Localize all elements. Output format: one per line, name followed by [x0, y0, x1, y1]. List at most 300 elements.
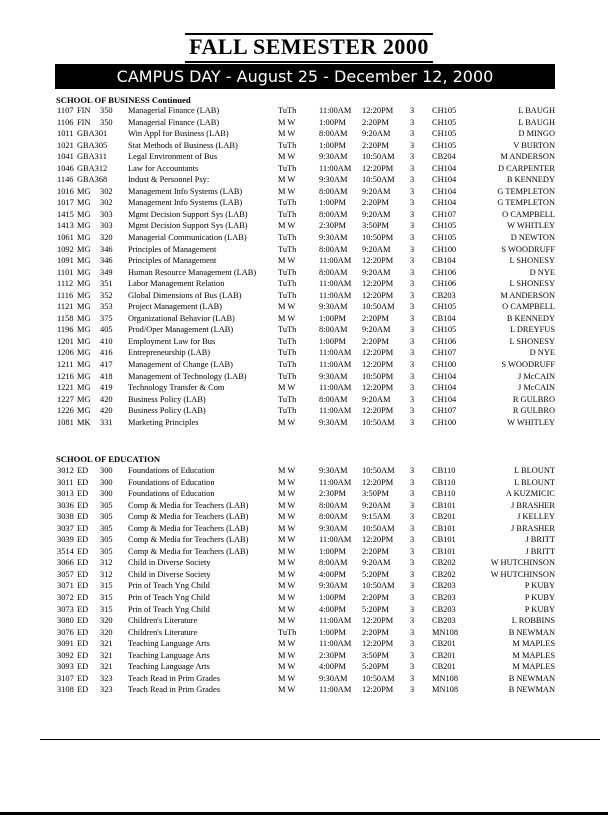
days-cell: M W: [278, 383, 296, 393]
credits-cell: 3: [410, 360, 415, 370]
credits-cell: 3: [410, 233, 415, 243]
course-id-cell: 1227: [57, 394, 74, 404]
room-cell: CB204: [432, 152, 456, 162]
course-title-cell: Prin of Teach Yng Child: [128, 593, 210, 603]
dept-cell: MG: [77, 267, 91, 277]
course-id-cell: 3036: [57, 500, 74, 510]
course-id-cell: 1092: [57, 244, 74, 254]
course-id-cell: 3066: [57, 558, 74, 568]
start-time-cell: 11:00AM: [319, 279, 352, 289]
room-cell: CB203: [432, 593, 456, 603]
course-title-cell: Stat Methods of Business (LAB): [128, 140, 238, 150]
start-time-cell: 8:00AM: [319, 500, 348, 510]
table-row: [0, 500, 608, 512]
credits-cell: 3: [410, 129, 415, 139]
table-row: [0, 140, 608, 152]
course-title-cell: Child in Diverse Society: [128, 569, 211, 579]
end-time-cell: 12:20PM: [362, 383, 394, 393]
course-number-cell: 419: [100, 383, 113, 393]
course-number-cell: 375: [100, 313, 113, 323]
start-time-cell: 4:00PM: [319, 662, 346, 672]
title-box: [185, 33, 433, 63]
room-cell: CH104: [432, 163, 457, 173]
course-id-cell: 1413: [57, 221, 74, 231]
credits-cell: 3: [410, 466, 415, 475]
instructor-cell: J BRITT: [525, 546, 555, 556]
room-cell: CH107: [432, 209, 457, 219]
credits-cell: 3: [410, 256, 415, 266]
credits-cell: 3: [410, 198, 415, 208]
start-time-cell: 1:00PM: [319, 627, 346, 637]
end-time-cell: 12:20PM: [362, 106, 394, 115]
credits-cell: 3: [410, 627, 415, 637]
credits-cell: 3: [410, 106, 415, 115]
dept-cell: ED: [77, 535, 89, 545]
instructor-cell: O CAMPBELL: [502, 209, 555, 219]
start-time-cell: 9:30AM: [319, 152, 348, 162]
end-time-cell: 10:50AM: [362, 417, 395, 427]
course-id-cell: 3514: [57, 546, 74, 556]
dept-cell: MG: [77, 302, 91, 312]
course-title-cell: Employment Law for Bus: [128, 336, 216, 346]
room-cell: CB101: [432, 500, 456, 510]
table-row: [0, 232, 608, 244]
course-number-cell: 312: [100, 569, 113, 579]
table-row: [0, 477, 608, 489]
course-title-cell: Comp & Media for Teachers (LAB): [128, 546, 249, 556]
end-time-cell: 9:20AM: [362, 325, 391, 335]
course-number-cell: 305: [100, 535, 113, 545]
course-id-cell: 3091: [57, 639, 74, 649]
dept-cell: GBA312: [77, 163, 108, 173]
days-cell: M W: [278, 639, 296, 649]
table-row: [0, 615, 608, 627]
dept-cell: ED: [77, 673, 89, 683]
course-id-cell: 3012: [57, 466, 74, 475]
divider-line: [40, 739, 600, 740]
course-title-cell: Principles of Management: [128, 256, 217, 266]
end-time-cell: 9:20AM: [362, 558, 391, 568]
course-title-cell: Child in Diverse Society: [128, 558, 211, 568]
days-cell: M W: [278, 673, 296, 683]
dept-cell: FIN: [77, 117, 91, 127]
start-time-cell: 8:00AM: [319, 325, 348, 335]
dept-cell: GBA311: [77, 152, 107, 162]
dept-cell: ED: [77, 685, 89, 695]
days-cell: M W: [278, 685, 296, 695]
end-time-cell: 9:20AM: [362, 500, 391, 510]
course-id-cell: 1011: [57, 129, 74, 139]
room-cell: CH100: [432, 417, 457, 427]
room-cell: CH107: [432, 406, 457, 416]
course-list-education: [0, 465, 608, 696]
end-time-cell: 3:50PM: [362, 221, 389, 231]
table-row: [0, 186, 608, 198]
credits-cell: 3: [410, 371, 415, 381]
room-cell: CB201: [432, 650, 456, 660]
course-id-cell: 3037: [57, 523, 74, 533]
dept-cell: MG: [77, 279, 91, 289]
table-row: [0, 638, 608, 650]
course-title-cell: Marketing Principles: [128, 417, 199, 427]
room-cell: CB104: [432, 313, 456, 323]
course-id-cell: 3080: [57, 616, 74, 626]
instructor-cell: D CARPENTER: [497, 163, 555, 173]
instructor-cell: D NYE: [529, 267, 555, 277]
course-number-cell: 410: [100, 336, 113, 346]
table-row: [0, 336, 608, 348]
course-title-cell: Labor Management Relation: [128, 279, 225, 289]
start-time-cell: 4:00PM: [319, 604, 346, 614]
end-time-cell: 10:50AM: [362, 581, 395, 591]
table-row: [0, 417, 608, 429]
dept-cell: MG: [77, 186, 91, 196]
course-id-cell: 1021: [57, 140, 74, 150]
dept-cell: MG: [77, 198, 91, 208]
end-time-cell: 12:20PM: [362, 360, 394, 370]
course-title-cell: Comp & Media for Teachers (LAB): [128, 523, 249, 533]
start-time-cell: 11:00AM: [319, 685, 352, 695]
instructor-cell: D MINGO: [518, 129, 555, 139]
days-cell: TuTh: [278, 163, 297, 173]
dept-cell: MG: [77, 290, 91, 300]
course-title-cell: Comp & Media for Teachers (LAB): [128, 512, 249, 522]
room-cell: CB201: [432, 512, 456, 522]
table-row: [0, 405, 608, 417]
course-title-cell: Foundations of Education: [128, 466, 215, 475]
start-time-cell: 2:30PM: [319, 489, 346, 499]
days-cell: M W: [278, 175, 296, 185]
credits-cell: 3: [410, 406, 415, 416]
course-title-cell: Teaching Language Arts: [128, 639, 210, 649]
end-time-cell: 5:20PM: [362, 662, 389, 672]
course-number-cell: 323: [100, 685, 113, 695]
start-time-cell: 2:30PM: [319, 650, 346, 660]
room-cell: CB201: [432, 639, 456, 649]
room-cell: MN108: [432, 627, 459, 637]
start-time-cell: 9:30AM: [319, 523, 348, 533]
end-time-cell: 3:50PM: [362, 650, 389, 660]
credits-cell: 3: [410, 535, 415, 545]
table-row: [0, 371, 608, 383]
instructor-cell: G TEMPLETON: [497, 198, 555, 208]
start-time-cell: 11:00AM: [319, 360, 352, 370]
days-cell: M W: [278, 489, 296, 499]
section-heading-education: SCHOOL OF EDUCATION: [56, 454, 161, 464]
course-title-cell: Management Info Systems (LAB): [128, 186, 243, 196]
credits-cell: 3: [410, 650, 415, 660]
course-title-cell: Business Policy (LAB): [128, 394, 206, 404]
course-id-cell: 1121: [57, 302, 74, 312]
end-time-cell: 2:20PM: [362, 140, 389, 150]
days-cell: M W: [278, 593, 296, 603]
table-row: [0, 557, 608, 569]
table-row: [0, 197, 608, 209]
course-number-cell: 320: [100, 616, 113, 626]
credits-cell: 3: [410, 325, 415, 335]
instructor-cell: P KUBY: [524, 604, 555, 614]
start-time-cell: 9:30AM: [319, 371, 348, 381]
course-title-cell: Project Management (LAB): [128, 302, 222, 312]
table-row: [0, 382, 608, 394]
instructor-cell: L BLOUNT: [514, 477, 555, 487]
dept-cell: ED: [77, 604, 89, 614]
room-cell: CH105: [432, 106, 457, 115]
start-time-cell: 1:00PM: [319, 546, 346, 556]
days-cell: M W: [278, 650, 296, 660]
course-id-cell: 3073: [57, 604, 74, 614]
course-id-cell: 3038: [57, 512, 74, 522]
instructor-cell: W WHITLEY: [507, 417, 555, 427]
table-row: [0, 128, 608, 140]
start-time-cell: 8:00AM: [319, 209, 348, 219]
course-title-cell: Management Info Systems (LAB): [128, 198, 243, 208]
course-title-cell: Managerial Finance (LAB): [128, 106, 220, 115]
room-cell: CB202: [432, 569, 456, 579]
course-id-cell: 3092: [57, 650, 74, 660]
credits-cell: 3: [410, 163, 415, 173]
course-number-cell: 305: [100, 512, 113, 522]
credits-cell: 3: [410, 302, 415, 312]
days-cell: M W: [278, 569, 296, 579]
start-time-cell: 1:00PM: [319, 140, 346, 150]
room-cell: CH106: [432, 267, 457, 277]
course-title-cell: Teaching Language Arts: [128, 662, 210, 672]
start-time-cell: 11:00AM: [319, 383, 352, 393]
end-time-cell: 9:20AM: [362, 129, 391, 139]
course-title-cell: Comp & Media for Teachers (LAB): [128, 500, 249, 510]
end-time-cell: 10:50AM: [362, 673, 395, 683]
end-time-cell: 2:20PM: [362, 313, 389, 323]
start-time-cell: 1:00PM: [319, 336, 346, 346]
credits-cell: 3: [410, 581, 415, 591]
credits-cell: 3: [410, 604, 415, 614]
course-title-cell: Managerial Communication (LAB): [128, 233, 247, 243]
table-row: [0, 684, 608, 696]
room-cell: CB110: [432, 489, 456, 499]
start-time-cell: 11:00AM: [319, 290, 352, 300]
credits-cell: 3: [410, 394, 415, 404]
dept-cell: MG: [77, 313, 91, 323]
room-cell: CB203: [432, 290, 456, 300]
course-number-cell: 303: [100, 221, 113, 231]
room-cell: CH105: [432, 221, 457, 231]
end-time-cell: 9:15AM: [362, 512, 391, 522]
days-cell: M W: [278, 523, 296, 533]
credits-cell: 3: [410, 685, 415, 695]
dept-cell: ED: [77, 466, 89, 475]
room-cell: CH105: [432, 140, 457, 150]
table-row: [0, 627, 608, 639]
course-title-cell: Foundations of Education: [128, 489, 215, 499]
table-row: [0, 523, 608, 535]
section-heading-business: SCHOOL OF BUSINESS Continued: [56, 95, 191, 105]
campus-day-banner: CAMPUS DAY - August 25 - December 12, 2000: [55, 64, 555, 89]
table-row: [0, 488, 608, 500]
days-cell: TuTh: [278, 233, 297, 243]
days-cell: TuTh: [278, 627, 297, 637]
days-cell: TuTh: [278, 325, 297, 335]
dept-cell: MG: [77, 325, 91, 335]
start-time-cell: 11:00AM: [319, 406, 352, 416]
dept-cell: MG: [77, 348, 91, 358]
end-time-cell: 12:20PM: [362, 685, 394, 695]
table-row: [0, 209, 608, 221]
end-time-cell: 12:20PM: [362, 535, 394, 545]
instructor-cell: L BAUGH: [518, 106, 555, 115]
course-title-cell: Teach Read in Prim Grades: [128, 685, 220, 695]
course-id-cell: 1017: [57, 198, 74, 208]
table-row: [0, 290, 608, 302]
room-cell: CH104: [432, 394, 457, 404]
course-number-cell: 417: [100, 360, 113, 370]
dept-cell: ED: [77, 593, 89, 603]
end-time-cell: 12:20PM: [362, 256, 394, 266]
room-cell: MN108: [432, 685, 459, 695]
instructor-cell: B NEWMAN: [508, 685, 555, 695]
course-number-cell: 305: [100, 500, 113, 510]
dept-cell: FIN: [77, 106, 91, 115]
days-cell: TuTh: [278, 209, 297, 219]
course-number-cell: 418: [100, 371, 113, 381]
start-time-cell: 1:00PM: [319, 117, 346, 127]
credits-cell: 3: [410, 593, 415, 603]
instructor-cell: B NEWMAN: [508, 673, 555, 683]
course-id-cell: 3108: [57, 685, 74, 695]
credits-cell: 3: [410, 152, 415, 162]
course-title-cell: Teach Read in Prim Grades: [128, 673, 220, 683]
dept-cell: ED: [77, 639, 89, 649]
course-id-cell: 3072: [57, 593, 74, 603]
instructor-cell: J KELLEY: [517, 512, 555, 522]
start-time-cell: 9:30AM: [319, 175, 348, 185]
course-id-cell: 3076: [57, 627, 74, 637]
course-id-cell: 1196: [57, 325, 74, 335]
end-time-cell: 10:50AM: [362, 175, 395, 185]
instructor-cell: W WHITLEY: [507, 221, 555, 231]
days-cell: M W: [278, 302, 296, 312]
course-id-cell: 1216: [57, 371, 74, 381]
course-title-cell: Prod/Oper Management (LAB): [128, 325, 234, 335]
dept-cell: ED: [77, 627, 89, 637]
instructor-cell: J BRASHER: [511, 523, 555, 533]
course-number-cell: 346: [100, 244, 113, 254]
course-id-cell: 1146: [57, 175, 74, 185]
credits-cell: 3: [410, 417, 415, 427]
course-number-cell: 315: [100, 593, 113, 603]
days-cell: TuTh: [278, 360, 297, 370]
instructor-cell: L BLOUNT: [514, 466, 555, 475]
table-row: [0, 347, 608, 359]
days-cell: M W: [278, 662, 296, 672]
days-cell: M W: [278, 313, 296, 323]
end-time-cell: 2:20PM: [362, 117, 389, 127]
start-time-cell: 9:30AM: [319, 417, 348, 427]
start-time-cell: 11:00AM: [319, 163, 352, 173]
instructor-cell: S WOODRUFF: [501, 244, 555, 254]
table-row: [0, 546, 608, 558]
room-cell: CH106: [432, 336, 457, 346]
room-cell: CH105: [432, 129, 457, 139]
dept-cell: ED: [77, 558, 89, 568]
room-cell: CH104: [432, 383, 457, 393]
room-cell: CH100: [432, 360, 457, 370]
room-cell: CH104: [432, 175, 457, 185]
course-title-cell: Mgmt Decision Support Sys (LAB): [128, 221, 248, 231]
days-cell: M W: [278, 152, 296, 162]
start-time-cell: 8:00AM: [319, 394, 348, 404]
dept-cell: ED: [77, 500, 89, 510]
instructor-cell: M ANDERSON: [500, 290, 555, 300]
instructor-cell: G TEMPLETON: [497, 186, 555, 196]
dept-cell: MG: [77, 256, 91, 266]
room-cell: MN108: [432, 673, 459, 683]
course-title-cell: Business Policy (LAB): [128, 406, 206, 416]
days-cell: M W: [278, 256, 296, 266]
course-number-cell: 353: [100, 302, 113, 312]
end-time-cell: 12:20PM: [362, 163, 394, 173]
course-list-business: [0, 105, 608, 428]
course-id-cell: 1061: [57, 233, 74, 243]
start-time-cell: 11:00AM: [319, 535, 352, 545]
course-id-cell: 3071: [57, 581, 74, 591]
course-number-cell: 352: [100, 290, 113, 300]
credits-cell: 3: [410, 673, 415, 683]
end-time-cell: 10:50AM: [362, 302, 395, 312]
table-row: [0, 255, 608, 267]
end-time-cell: 12:20PM: [362, 477, 394, 487]
credits-cell: 3: [410, 175, 415, 185]
instructor-cell: P KUBY: [524, 593, 555, 603]
table-row: [0, 592, 608, 604]
course-id-cell: 1226: [57, 406, 74, 416]
table-row: [0, 511, 608, 523]
end-time-cell: 12:20PM: [362, 348, 394, 358]
course-id-cell: 3107: [57, 673, 74, 683]
table-row: [0, 301, 608, 313]
table-row: [0, 151, 608, 163]
course-id-cell: 1101: [57, 267, 74, 277]
course-title-cell: Foundations of Education: [128, 477, 215, 487]
table-row: [0, 313, 608, 325]
table-row: [0, 163, 608, 175]
days-cell: M W: [278, 186, 296, 196]
credits-cell: 3: [410, 267, 415, 277]
room-cell: CB104: [432, 256, 456, 266]
room-cell: CB101: [432, 535, 456, 545]
instructor-cell: R GULBRO: [512, 394, 555, 404]
start-time-cell: 4:00PM: [319, 569, 346, 579]
course-title-cell: Legal Environment of Bus: [128, 152, 218, 162]
start-time-cell: 11:00AM: [319, 616, 352, 626]
instructor-cell: L SHONESY: [509, 256, 555, 266]
course-number-cell: 303: [100, 209, 113, 219]
dept-cell: MG: [77, 406, 91, 416]
dept-cell: MG: [77, 209, 91, 219]
course-title-cell: Children's Literature: [128, 616, 198, 626]
instructor-cell: O CAMPBELL: [502, 302, 555, 312]
room-cell: CB203: [432, 581, 456, 591]
credits-cell: 3: [410, 477, 415, 487]
days-cell: M W: [278, 477, 296, 487]
start-time-cell: 1:00PM: [319, 198, 346, 208]
dept-cell: ED: [77, 569, 89, 579]
start-time-cell: 9:30AM: [319, 673, 348, 683]
credits-cell: 3: [410, 348, 415, 358]
dept-cell: ED: [77, 512, 89, 522]
room-cell: CH100: [432, 244, 457, 254]
start-time-cell: 8:00AM: [319, 512, 348, 522]
